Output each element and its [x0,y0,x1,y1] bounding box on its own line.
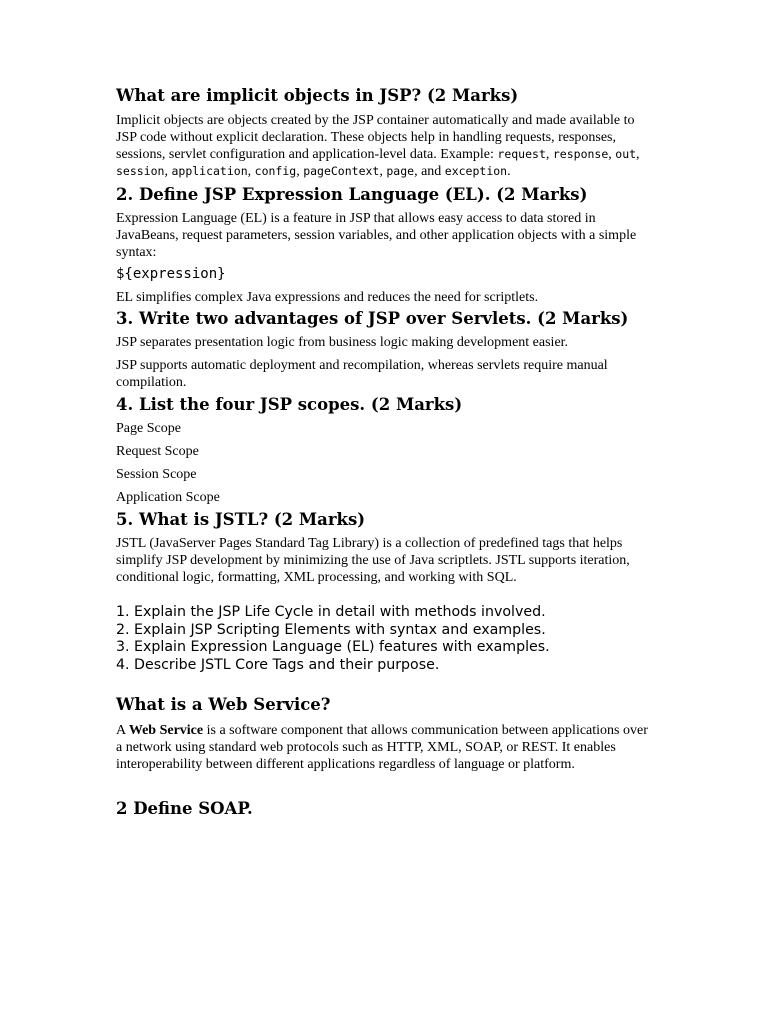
example-item: config [254,164,297,178]
separator: , [247,164,255,179]
question-3-heading: 3. Write two advantages of JSP over Servlets. (2 Marks) [116,309,629,328]
question-5-heading: 5. What is JSTL? (2 Marks) [116,510,366,529]
separator: , [379,164,387,179]
list-item: 4. Describe JSTL Core Tags and their purpose. [116,656,440,673]
list-item: Request Scope [116,444,199,459]
question-2-body-2: EL simplifies complex Java expressions and reduces the need for scriptlets. [116,290,539,305]
question-5-body: JSTL (JavaServer Pages Standard Tag Library) is a collection of predefined tags that helps simplify JSP development by minimizing the use of Java scriptlets. JSTL supports iteration, conditional logic, formatting, XML processing, and working with SQL. [116,536,630,585]
example-item: application [171,164,248,178]
document-page [116,86,656,818]
web-service-heading: What is a Web Service? [116,695,331,714]
web-service-body [116,722,656,773]
list-item: 3. Explain Expression Language (EL) features with examples. [116,639,550,655]
example-item: page [386,164,415,178]
example-item: exception [444,164,508,178]
example-label: Example: [440,147,498,162]
list-item: Page Scope [116,421,181,436]
list-item: JSP supports automatic deployment and recompilation, whereas servlets require manual compilation. [116,358,608,390]
long-questions-list [116,604,656,674]
web-service-prefix: A [116,723,129,738]
web-service-term: Web Service [128,723,204,738]
question-1-answer [116,112,656,180]
question-2-body: Expression Language (EL) is a feature in JSP that allows easy access to data stored in JavaBeans, request parameters, session variables, and other application objects with a simple syntax: [116,211,637,260]
question-2-heading: 2. Define JSP Expression Language (EL). (2 Marks) [116,185,588,204]
question-1-body: Implicit objects are objects created by the JSP container automatically and made available to JSP code without explicit declaration. These objects help in handling requests, responses, sessions, servlet configuration and application-level data. [116,113,635,162]
example-item: request [497,147,546,161]
list-item: Session Scope [116,467,197,482]
example-item: out [615,147,637,161]
web-service-text: is a software component that allows communication between applications over a network using standard web protocols such as HTTP, XML, SOAP, or REST. It enables interoperability between different applications regardless of language or platform. [116,723,648,772]
separator: , and [414,164,445,179]
example-item: response [552,147,609,161]
list-item: 2. Explain JSP Scripting Elements with syntax and examples. [116,621,546,638]
list-item: Application Scope [116,490,220,505]
separator: , [164,164,172,179]
separator: , [545,147,553,162]
example-item: pageContext [303,164,380,178]
separator: , [296,164,304,179]
list-item: 1. Explain the JSP Life Cycle in detail with methods involved. [116,604,546,620]
question-1-heading: What are implicit objects in JSP? (2 Marks) [116,86,519,105]
separator: , [636,147,640,162]
list-item: JSP separates presentation logic from business logic making development easier. [116,335,569,350]
example-item: session [116,164,165,178]
separator: , [608,147,616,162]
el-syntax: ${expression} [116,266,226,282]
question-4-heading: 4. List the four JSP scopes. (2 Marks) [116,395,463,414]
soap-heading: 2 Define SOAP. [116,799,253,818]
separator: . [507,164,511,179]
